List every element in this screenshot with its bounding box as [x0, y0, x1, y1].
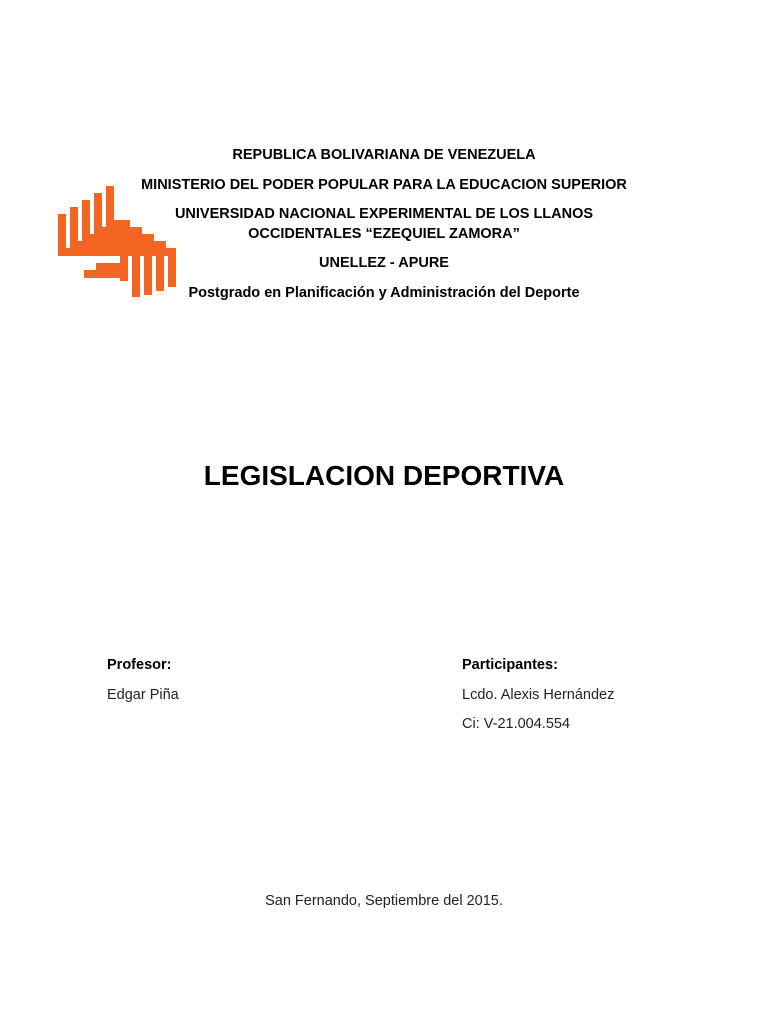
header-postgrado: Postgrado en Planificación y Administración del Deporte — [188, 285, 580, 301]
profesor-label: Profesor: — [107, 657, 172, 673]
header-universidad: UNIVERSIDAD NACIONAL EXPERIMENTAL DE LOS LLANOS — [174, 206, 594, 222]
participantes-label: Participantes: — [462, 657, 558, 673]
header-occidentales: OCCIDENTALES “EZEQUIEL ZAMORA” — [248, 226, 520, 242]
header-unellez: UNELLEZ - APURE — [319, 255, 449, 271]
header-republica: REPUBLICA BOLIVARIANA DE VENEZUELA — [232, 147, 536, 163]
participante-ci: Ci: V-21.004.554 — [462, 716, 571, 732]
document-title: LEGISLACION DEPORTIVA — [203, 460, 565, 491]
header-ministerio: MINISTERIO DEL PODER POPULAR PARA LA EDUCACION SUPERIOR — [141, 177, 627, 193]
participante-name: Lcdo. Alexis Hernández — [462, 687, 615, 703]
place-date: San Fernando, Septiembre del 2015. — [265, 893, 503, 909]
profesor-name: Edgar Piña — [107, 687, 179, 703]
